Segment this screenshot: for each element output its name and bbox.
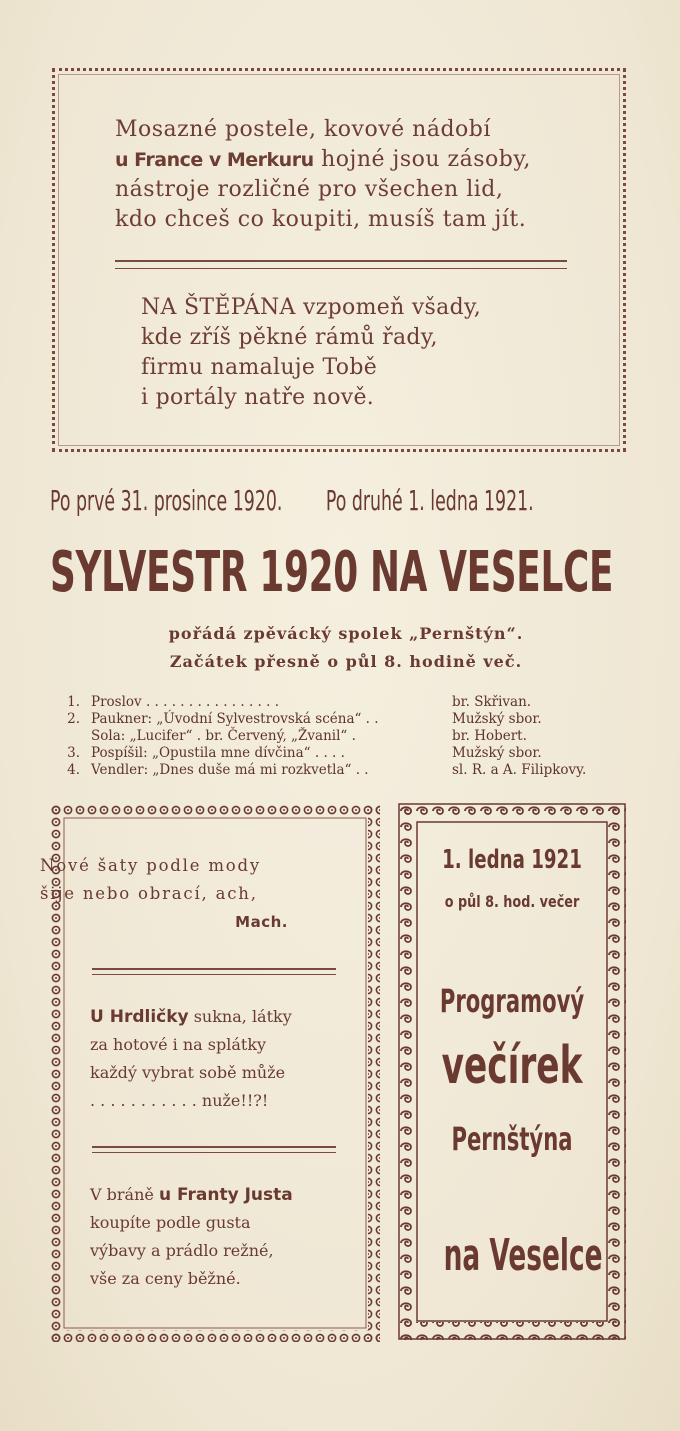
- verse-text: hojné jsou zásoby,: [313, 147, 531, 172]
- verse-line: nástroje rozličné pro všechen lid,: [115, 177, 504, 202]
- second-date: Po druhé 1. ledna 1921.: [325, 484, 534, 517]
- divider: [92, 1146, 336, 1153]
- ad-line: [90, 1003, 292, 1031]
- program-performer: sl. R. a A. Filipkovy.: [452, 762, 587, 778]
- verse-line: i portály natře nově.: [141, 385, 375, 410]
- program-performer: br. Skřivan.: [452, 694, 532, 710]
- merkur-verse: [115, 115, 531, 235]
- ad-line: každý vybrat sobě může: [90, 1063, 286, 1082]
- program-performer: br. Hobert.: [452, 728, 527, 744]
- shop-name: u France v Merkuru: [115, 149, 314, 171]
- verse-line: NA ŠTĚPÁNA vzpomeň všady,: [141, 295, 482, 320]
- event-heading-line: Pernštýna: [451, 1120, 573, 1158]
- verse-line: firmu namaluje Tobě: [141, 355, 378, 380]
- program-row: [60, 711, 620, 728]
- ad-line: [90, 1181, 293, 1209]
- ad-line: výbavy a prádlo režné,: [90, 1241, 274, 1260]
- program-list: [60, 694, 620, 779]
- page-title: SYLVESTR 1920 NA VESELCE: [50, 540, 614, 605]
- program-item: Paukner: „Úvodní Sylvestrovská scéna“ . .: [91, 711, 379, 727]
- hrdlicka-ad: [90, 1003, 292, 1115]
- divider: [115, 260, 567, 269]
- mach-ad: [40, 852, 288, 936]
- program-number: 2.: [67, 711, 80, 727]
- ad-line: za hotové i na splátky: [90, 1035, 267, 1054]
- start-time-line: Začátek přesně o půl 8. hodině več.: [169, 652, 523, 671]
- organizer-line: pořádá zpěvácký spolek „Pernštýn“.: [168, 624, 524, 643]
- program-row: [60, 762, 620, 779]
- ad-text: V bráně: [90, 1185, 159, 1204]
- program-row: [60, 728, 620, 745]
- event-heading-line: večírek: [441, 1036, 583, 1096]
- event-dates: [50, 484, 534, 520]
- program-item: Proslov . . . . . . . . . . . . . . . .: [91, 694, 279, 710]
- program-number: 3.: [67, 745, 80, 761]
- program-item: Pospíšil: „Opustila mne dívčina“ . . . .: [91, 745, 345, 761]
- event-heading-line: Programový: [439, 982, 585, 1020]
- verse-line: [115, 145, 531, 175]
- event-date: 1. ledna 1921: [442, 845, 582, 875]
- mach-signature: Mach.: [235, 913, 288, 931]
- event-heading-line: na Veselce: [443, 1230, 603, 1281]
- program-performer: Mužský sbor.: [452, 711, 542, 727]
- program-performer: Mužský sbor.: [452, 745, 542, 761]
- verse-line: kde zříš pěkné rámů řady,: [141, 325, 438, 350]
- event-time: o půl 8. hod. večer: [444, 892, 580, 911]
- justa-ad: [90, 1181, 293, 1293]
- program-number: 1.: [67, 694, 80, 710]
- verse-line: kdo chceš co koupiti, musíš tam jít.: [115, 207, 527, 232]
- ad-text: sukna, látky: [188, 1007, 292, 1026]
- shop-name: u Franty Justa: [158, 1185, 293, 1205]
- ad-line: vše za ceny běžné.: [90, 1269, 241, 1288]
- program-item: Sola: „Lucifer“ . br. Červený, „Žvanil“ .: [91, 728, 356, 744]
- top-advertisement-box: [52, 68, 626, 452]
- program-row: [60, 745, 620, 762]
- ad-line: . . . . . . . . . . . nuže!!?!: [90, 1091, 269, 1110]
- program-number: 4.: [67, 762, 80, 778]
- shop-name: U Hrdličky: [90, 1007, 189, 1027]
- program-row: [60, 694, 620, 711]
- ad-line: koupíte podle gusta: [90, 1213, 251, 1232]
- first-date: Po prvé 31. prosince 1920.: [50, 484, 283, 517]
- program-item: Vendler: „Dnes duše má mi rozkvetla“ . .: [91, 762, 369, 778]
- ad-line: Nové šaty podle mody: [40, 856, 262, 875]
- verse-line: Mosazné postele, kovové nádobí: [115, 117, 491, 142]
- ad-line: šije nebo obrací, ach,: [40, 884, 258, 903]
- stepan-verse: [141, 293, 481, 413]
- divider: [92, 968, 336, 975]
